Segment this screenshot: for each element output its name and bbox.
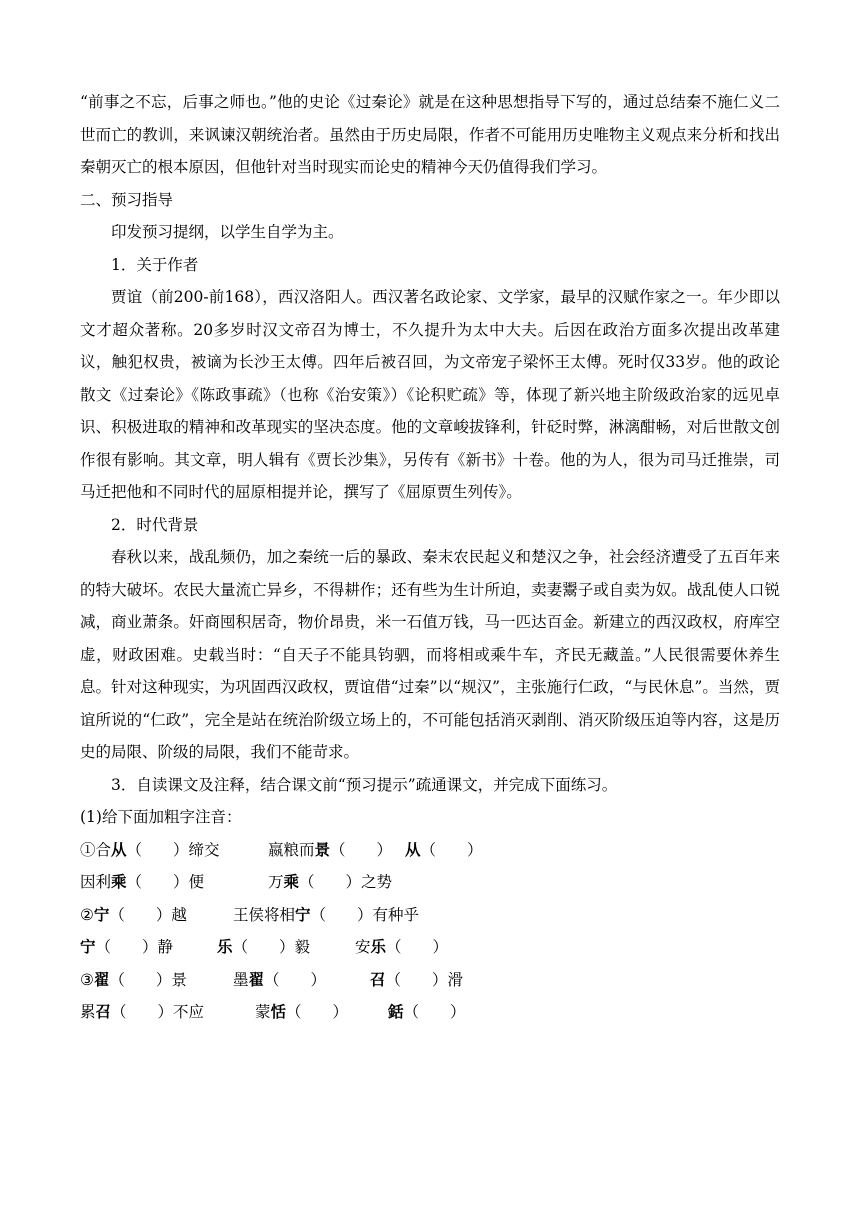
- bold-char: 乐: [370, 937, 387, 956]
- exercise-item: ②宁（ ）越: [80, 904, 187, 924]
- exercise-item: 从（ ）: [405, 839, 483, 859]
- item2-heading: 2．时代背景: [111, 515, 199, 534]
- exercise-heading: (1)给下面加粗字注音：: [80, 808, 242, 826]
- intro-paragraph: “前事之不忘，后事之师也。”他的史论《过秦论》就是在这种思想指导下写的，通过总结秦不施仁义二世而亡的教训，来讽谏汉朝统治者。虽然由于历史局限，作者不可能用历史唯物主义观点来分析和找出秦朝灭亡的根本原因，但他针对当时现实而论史的精神今天仍值得我们学习。: [80, 93, 780, 176]
- exercise-item: 安乐（ ）: [355, 937, 449, 956]
- bold-char: 召: [370, 969, 386, 989]
- bold-char: 召: [95, 1002, 112, 1021]
- exercise-item: 累召（ ）不应: [80, 1002, 205, 1021]
- item1-body: 贾谊（前200-前168），西汉洛阳人。西汉著名政论家、文学家，最早的汉赋作家之一。年少即以文才超众著称。20多岁时汉文帝召为博士，不久提升为太中大夫。后因在政治方面多次提出改革建议，触犯权贵，被谪为长沙王太傅。四年后被召回，为文帝宠子梁怀王太傅。死时仅33岁。他的政论散文《过秦论》《陈政事疏》（也称《治安策》）《论积贮疏》等，体现了新兴地主阶级政治家的远见卓识、积极进取的精神和改革现实的坚决态度。他的文章峻拔锋利，针砭时弊，淋漓酣畅，对后世散文创作很有影响。其文章，明人辑有《贾长沙集》，另传有《新书》十卷。他的为人，很为司马迁推崇，司马迁把他和不同时代的屈原相提并论，撰写了《屈原贾生列传》。: [80, 288, 780, 501]
- bold-char: 翟: [93, 969, 110, 989]
- exercise-item: 乐（ ）毅: [217, 937, 311, 956]
- bold-char: 銛: [388, 1002, 404, 1021]
- exercise-item: ①合从（ ）缔交: [80, 839, 220, 859]
- item1-heading: 1．关于作者: [111, 255, 199, 274]
- exercise-item: 銛（ ）: [388, 1002, 466, 1021]
- bold-char: 从: [405, 839, 421, 859]
- exercise-row: [80, 964, 780, 997]
- exercise-item: 因利乘（ ）便: [80, 872, 205, 891]
- exercise-item: 召（ ）滑: [370, 969, 464, 989]
- section-heading: 二、预习指导: [80, 190, 174, 209]
- bold-char: 恬: [270, 1002, 287, 1021]
- item3-heading: 3．自读课文及注释，结合课文前“预习提示”疏通课文，并完成下面练习。: [111, 775, 618, 794]
- exercise-item: ③翟（ ）景: [80, 969, 187, 989]
- bold-char: 翟: [248, 969, 265, 989]
- exercise-item: 王侯将相宁（ ）有种乎: [233, 904, 420, 924]
- exercise-item: 墨翟（ ）: [233, 969, 327, 989]
- exercise-item: 嬴粮而景（ ）: [268, 839, 393, 859]
- exercise-row: [80, 996, 780, 1029]
- exercise-row: [80, 834, 780, 867]
- bold-char: 从: [111, 839, 127, 859]
- bold-char: 乘: [283, 872, 300, 891]
- bold-char: 乘: [111, 872, 127, 891]
- bold-char: 景: [314, 839, 331, 859]
- bold-char: 宁: [93, 904, 110, 924]
- bold-char: 宁: [80, 937, 96, 956]
- exercise-row: [80, 866, 780, 899]
- exercise-row: [80, 899, 780, 932]
- bold-char: 乐: [217, 937, 233, 956]
- exercise-item: 宁（ ）静: [80, 937, 174, 956]
- exercise-list: [80, 834, 780, 1029]
- lead-line: 印发预习提纲，以学生自学为主。: [111, 223, 344, 241]
- item2-body: 春秋以来，战乱频仍，加之秦统一后的暴政、秦末农民起义和楚汉之争，社会经济遭受了五百年来的特大破坏。农民大量流亡异乡，不得耕作；还有些为生计所迫，卖妻鬻子或自卖为奴。战乱使人口锐减，商业萧条。奸商囤积居奇，物价昂贵，米一石值万钱，马一匹达百金。新建立的西汉政权，府库空虚，财政困难。史载当时：“自天子不能具钧驷，而将相或乘牛车，齐民无藏盖。”人民很需要休养生息。针对这种现实，为巩固西汉政权，贾谊借“过秦”以“规汉”，主张施行仁政，“与民休息”。当然，贾谊所说的“仁政”，完全是站在统治阶级立场上的，不可能包括消灭剥削、消灭阶级压迫等内容，这是历史的局限、阶级的局限，我们不能苛求。: [80, 548, 780, 761]
- exercise-row: [80, 931, 780, 964]
- exercise-item: 万乘（ ）之势: [268, 872, 393, 891]
- document-page: [80, 86, 780, 1029]
- bold-char: 宁: [295, 904, 311, 924]
- exercise-item: 蒙恬（ ）: [255, 1002, 349, 1021]
